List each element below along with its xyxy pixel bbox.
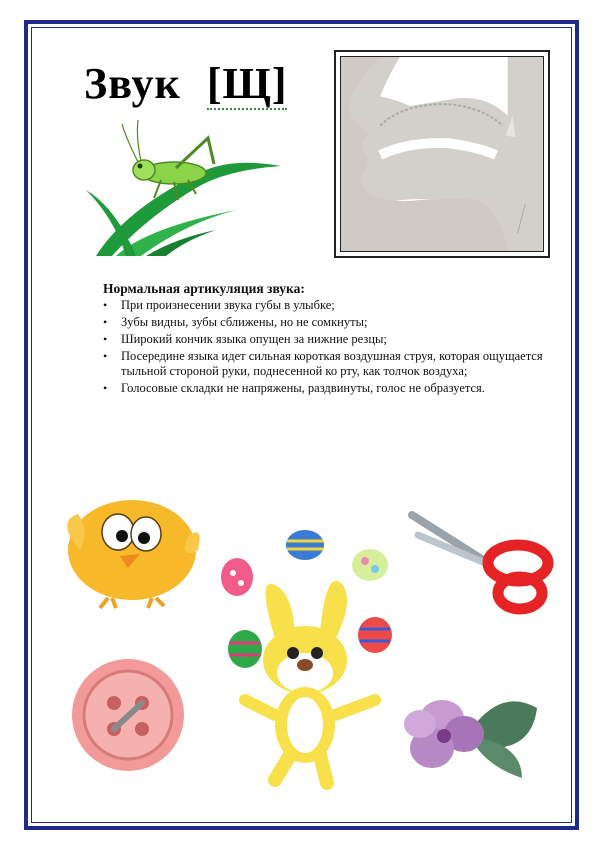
bunny-with-eggs-illustration: [215, 525, 405, 790]
grasshopper: [122, 120, 214, 200]
scissors-illustration: [408, 505, 558, 615]
flower-illustration: [402, 688, 542, 783]
articulation-item: • Голосовые складки не напряжены, раздвинуты, голос не образуется.: [103, 381, 553, 396]
articulation-item: • Широкий кончик языка опущен за нижние резцы;: [103, 332, 553, 347]
button-illustration: [68, 655, 188, 775]
title-letter: [Щ]: [206, 59, 288, 108]
articulation-diagram: [334, 50, 550, 258]
page-title: [84, 58, 287, 109]
articulation-item: • Посередине языка идет сильная короткая воздушная струя, которая ощущается тыльной стороной руки, поднесенной ко рту, как толчок воздуха;: [103, 349, 553, 379]
articulation-heading: Нормальная артикуляция звука:: [103, 281, 305, 296]
articulation-item: • При произнесении звука губы в улыбке;: [103, 298, 553, 313]
chick-illustration: [60, 490, 205, 615]
articulation-description: [103, 281, 553, 398]
articulation-list: [103, 298, 553, 396]
grasshopper-illustration: [86, 118, 286, 258]
articulation-item: • Зубы видны, зубы сближены, но не сомкнуты;: [103, 315, 553, 330]
mouth-profile-illustration: [341, 57, 543, 251]
title-word: Звук: [84, 59, 181, 108]
bunny: [245, 581, 375, 783]
